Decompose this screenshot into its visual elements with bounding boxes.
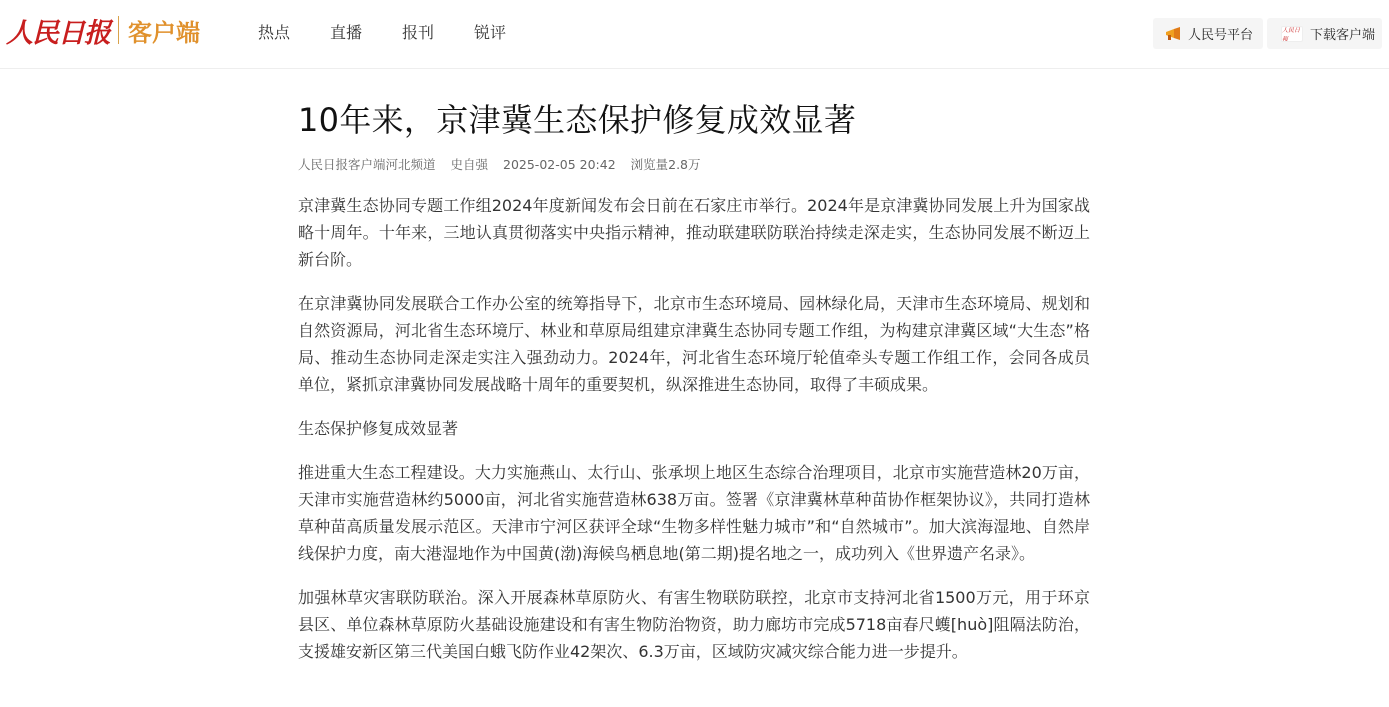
nav-item-live[interactable]: 直播 xyxy=(330,23,363,42)
article-paragraph: 加强林草灾害联防联治。深入开展森林草原防火、有害生物联防联控，北京市支持河北省1500万元，用于环京县区、单位森林草原防火基础设施建设和有害生物防治物资，助力廊坊市完成5718亩春尺蠖[huò]阻隔法防治，支援雄安新区第三代美国白蛾飞防作业42架次、6.3万亩，区域防灾减灾综合能力进一步提升。 xyxy=(298,588,1090,661)
site-logo[interactable] xyxy=(6,12,200,48)
logo-divider xyxy=(118,16,119,44)
nav-item-commentary[interactable]: 锐评 xyxy=(474,23,507,42)
article-subheading: 生态保护修复成效显著 xyxy=(298,419,459,438)
article-paragraph: 推进重大生态工程建设。大力实施燕山、太行山、张承坝上地区生态综合治理项目，北京市实施营造林20万亩，天津市实施营造林约5000亩，河北省实施营造林638万亩。签署《京津冀林草种苗协作框架协议》，共同打造林草种苗高质量发展示范区。天津市宁河区获评全球“生物多样性魅力城市”和“自然城市”。加大滨海湿地、自然岸线保护力度，南大港湿地作为中国黄(渤)海候鸟栖息地(第二期)提名地之一，成功列入《世界遗产名录》。 xyxy=(298,463,1090,563)
megaphone-icon xyxy=(1165,27,1182,40)
article-title: 10年来，京津冀生态保护修复成效显著 xyxy=(298,101,857,139)
article-paragraph: 在京津冀协同发展联合工作办公室的统筹指导下，北京市生态环境局、园林绿化局，天津市生态环境局、规划和自然资源局，河北省生态环境厅、林业和草原局组建京津冀生态协同专题工作组，为构建京津冀区域“大生态”格局、推动生态协同走深走实注入强劲动力。2024年，河北省生态环境厅轮值牵头专题工作组工作，会同各成员单位，紧抓京津冀协同发展战略十周年的重要契机，纵深推进生态协同，取得了丰硕成果。 xyxy=(298,294,1090,394)
article-paragraph: 京津冀生态协同专题工作组2024年度新闻发布会日前在石家庄市举行。2024年是京津冀协同发展上升为国家战略十周年。十年来，三地认真贯彻落实中央指示精神，推动联建联防联治持续走深走实，生态协同发展不断迈上新台阶。 xyxy=(298,196,1090,269)
article-body xyxy=(298,192,1090,665)
nav-item-hot[interactable]: 热点 xyxy=(258,23,291,42)
article-meta xyxy=(298,156,1090,174)
article-datetime: 2025-02-05 20:42 xyxy=(503,157,616,172)
main-nav xyxy=(258,20,546,46)
renminhao-platform-label: 人民号平台 xyxy=(1188,28,1254,43)
logo-sub-text: 客户端 xyxy=(128,18,200,47)
article xyxy=(298,98,1090,665)
download-app-label: 下载客户端 xyxy=(1310,28,1376,43)
site-header xyxy=(0,0,1389,69)
renminhao-platform-button[interactable] xyxy=(1153,18,1263,49)
article-source: 人民日报客户端河北频道 xyxy=(298,157,436,172)
article-views: 浏览量2.8万 xyxy=(630,157,701,172)
nav-item-newspaper[interactable]: 报刊 xyxy=(402,23,435,42)
logo-brand-text: 人民日报 xyxy=(6,17,110,49)
article-author: 史自强 xyxy=(450,157,489,172)
app-logo-icon: 人民日報 xyxy=(1281,26,1303,42)
download-app-button[interactable] xyxy=(1267,18,1382,49)
